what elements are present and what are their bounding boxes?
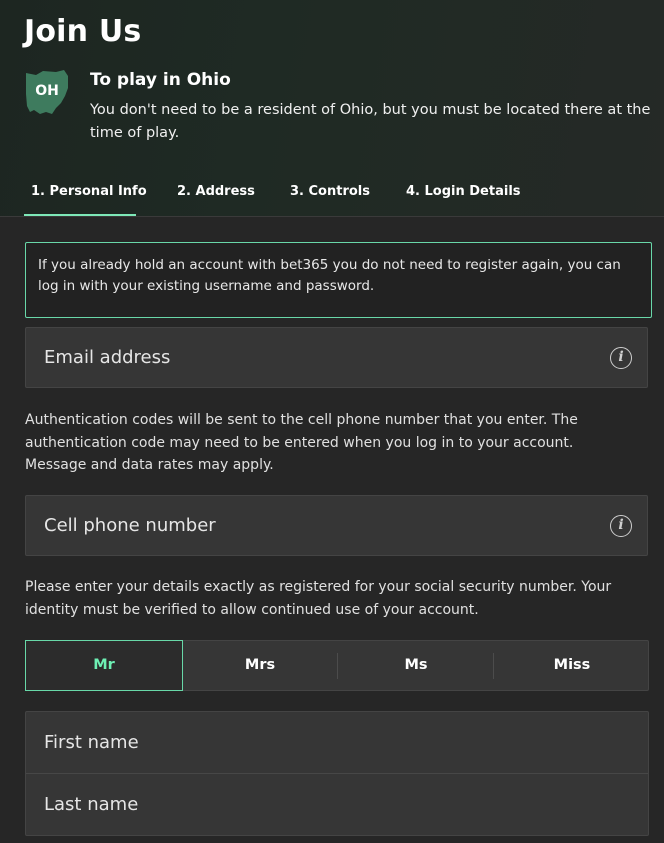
header-banner — [0, 0, 664, 217]
email-field[interactable] — [25, 327, 648, 388]
existing-account-notice — [25, 242, 652, 318]
last-name-label: Last name — [44, 794, 139, 815]
ohio-state-icon — [24, 68, 70, 116]
tab-address[interactable]: 2. Address — [177, 184, 255, 199]
rates-info-text: Message and data rates may apply. — [25, 457, 274, 473]
title-selector — [25, 640, 649, 691]
state-code-label: OH — [35, 83, 59, 99]
email-label: Email address — [44, 347, 171, 368]
first-name-label: First name — [44, 732, 139, 753]
email-info-icon[interactable]: i — [610, 347, 632, 369]
title-option-ms[interactable]: Ms — [404, 657, 428, 673]
cell-phone-info-icon[interactable]: i — [610, 515, 632, 537]
location-description: You don't need to be a resident of Ohio, but you must be located there at the time of play. — [90, 102, 651, 141]
tab-personal-info[interactable]: 1. Personal Info — [31, 184, 147, 199]
cell-phone-label: Cell phone number — [44, 515, 216, 536]
auth-code-info — [25, 409, 653, 477]
title-option-mr[interactable]: Mr — [25, 640, 183, 691]
tab-login-details[interactable]: 4. Login Details — [406, 184, 521, 199]
page-title: Join Us — [24, 14, 142, 49]
title-option-miss[interactable]: Miss — [553, 657, 591, 673]
tabs-divider — [0, 216, 664, 217]
location-title: To play in Ohio — [90, 70, 231, 90]
notice-text: If you already hold an account with bet365 you do not need to register again, you can log in with your existing username and password. — [38, 256, 621, 294]
cell-phone-field[interactable] — [25, 495, 648, 556]
registration-steps-tabs — [0, 170, 664, 217]
title-option-mrs[interactable]: Mrs — [244, 657, 276, 673]
name-fields — [25, 711, 649, 836]
tab-controls[interactable]: 3. Controls — [290, 184, 370, 199]
auth-code-info-text: Authentication codes will be sent to the cell phone number that you enter. The authentication code may need to be entered when you log in to your account. — [25, 412, 578, 451]
first-name-field[interactable] — [26, 712, 648, 774]
identity-info-text: Please enter your details exactly as registered for your social security number. Your identity must be verified to allow continued use of your account. — [25, 579, 612, 618]
last-name-field[interactable] — [26, 774, 648, 836]
